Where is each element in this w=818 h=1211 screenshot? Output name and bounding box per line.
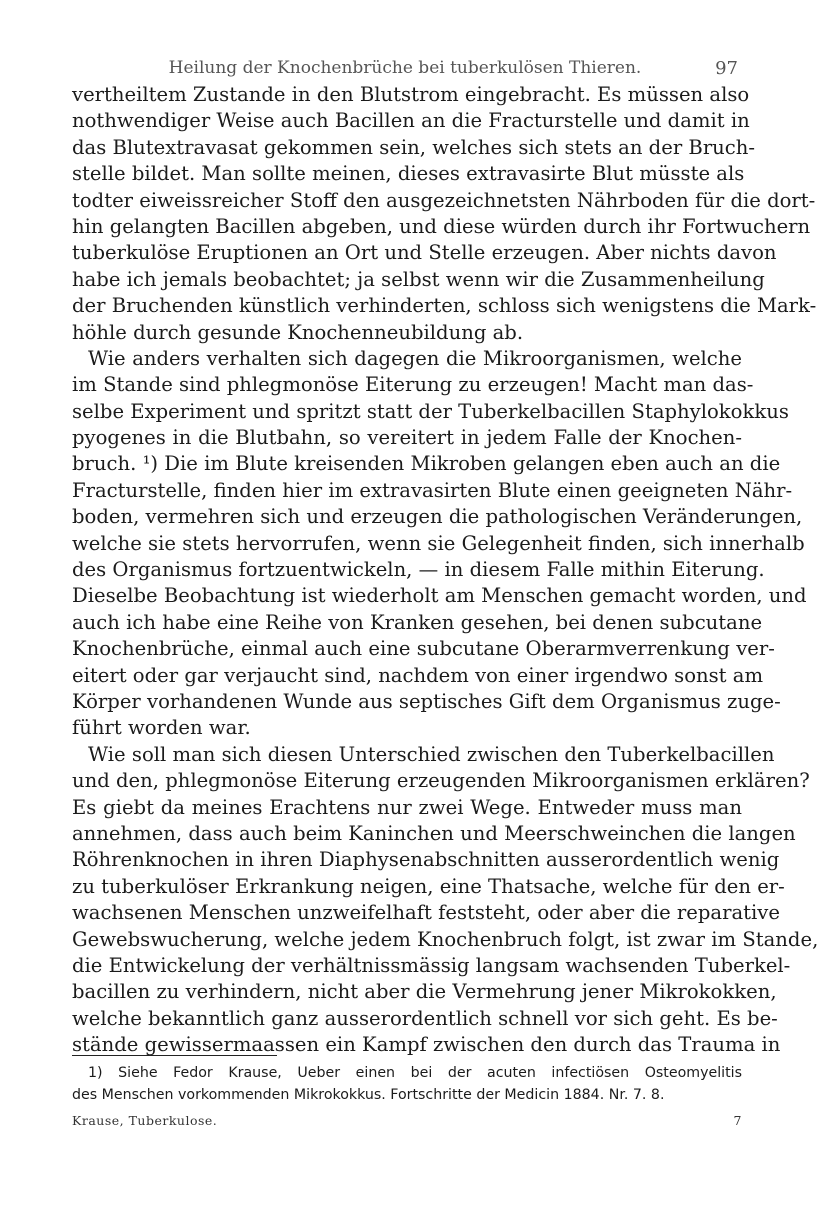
text-line: stelle bildet. Man sollte meinen, dieses extravasirte Blut müsste als — [72, 162, 745, 186]
text-line: bruch. ¹) Die im Blute kreisenden Mikroben gelangen eben auch an die — [72, 452, 781, 476]
text-line: todter eiweissreicher Stoff den ausgezeichnetsten Nährboden für die dort- — [72, 188, 816, 212]
text-line: das Blutextravasat gekommen sein, welches sich stets an der Bruch- — [72, 135, 756, 159]
text-line: Röhrenknochen in ihren Diaphysenabschnitten ausserordentlich wenig — [72, 848, 780, 872]
text-line: wachsenen Menschen unzweifelhaft feststeht, oder aber die reparative — [72, 901, 780, 925]
text-line: Gewebswucherung, welche jedem Knochenbruch folgt, ist zwar im Stande, — [72, 927, 818, 951]
text-line: habe ich jemals beobachtet; ja selbst wenn wir die Zusammenheilung — [72, 267, 765, 291]
footnote-line: 1) Siehe Fedor Krause, Ueber einen bei der acuten infectiösen Osteomyelitis — [88, 1065, 742, 1081]
page-number: 97 — [715, 58, 738, 79]
body-text — [72, 82, 818, 1058]
signature-label: Krause, Tuberkulose. — [72, 1113, 218, 1128]
text-line: stände gewissermaassen ein Kampf zwischen den durch das Trauma in — [72, 1033, 781, 1057]
text-line: tuberkulöse Eruptionen an Ort und Stelle erzeugen. Aber nichts davon — [72, 241, 777, 265]
text-line: annehmen, dass auch beim Kaninchen und Meerschweinchen die langen — [72, 821, 796, 845]
printer-signature — [72, 1113, 742, 1128]
footnote-line: des Menschen vorkommenden Mikrokokkus. Fortschritte der Medicin 1884. Nr. 7. 8. — [72, 1087, 665, 1103]
text-line: vertheiltem Zustande in den Blutstrom eingebracht. Es müssen also — [72, 83, 750, 106]
text-line: selbe Experiment und spritzt statt der Tuberkelbacillen Staphylokokkus — [72, 399, 789, 423]
text-line: Fracturstelle, finden hier im extravasirten Blute einen geeigneten Nähr- — [72, 478, 793, 502]
text-line: Knochenbrüche, einmal auch eine subcutane Oberarmverrenkung ver- — [72, 637, 775, 661]
text-line: eitert oder gar verjaucht sind, nachdem von einer irgendwo sonst am — [72, 663, 764, 687]
text-line: pyogenes in die Blutbahn, so vereitert in jedem Falle der Knochen- — [72, 426, 742, 450]
footnote-divider — [72, 1055, 277, 1056]
paragraph-start-line: Wie soll man sich diesen Unterschied zwischen den Tuberkelbacillen — [88, 742, 775, 766]
text-line: bacillen zu verhindern, nicht aber die Vermehrung jener Mikrokokken, — [72, 980, 777, 1004]
text-line: Es giebt da meines Erachtens nur zwei Wege. Entweder muss man — [72, 795, 742, 819]
text-line: höhle durch gesunde Knochenneubildung ab. — [72, 320, 524, 344]
text-line: die Entwickelung der verhältnissmässig langsam wachsenden Tuberkel- — [72, 953, 791, 977]
text-line: welche bekanntlich ganz ausserordentlich schnell vor sich geht. Es be- — [72, 1006, 778, 1030]
paragraph-start-line: Wie anders verhalten sich dagegen die Mikroorganismen, welche — [88, 346, 742, 370]
text-line: zu tuberkulöser Erkrankung neigen, eine Thatsache, welche für den er- — [72, 874, 785, 898]
text-line: hin gelangten Bacillen abgeben, und diese würden durch ihr Fortwuchern — [72, 214, 811, 238]
text-line: welche sie stets hervorrufen, wenn sie Gelegenheit finden, sich innerhalb — [72, 531, 805, 555]
text-line: auch ich habe eine Reihe von Kranken gesehen, bei denen subcutane — [72, 610, 763, 634]
text-line: des Organismus fortzuentwickeln, — in diesem Falle mithin Eiterung. — [72, 558, 765, 582]
signature-mark: 7 — [733, 1113, 742, 1128]
running-title: Heilung der Knochenbrüche bei tuberkulösen Thieren. — [168, 58, 642, 78]
text-line: führt worden war. — [72, 716, 251, 740]
text-line: boden, vermehren sich und erzeugen die pathologischen Veränderungen, — [72, 505, 803, 529]
text-line: im Stande sind phlegmonöse Eiterung zu erzeugen! Macht man das- — [72, 373, 754, 397]
running-header — [72, 58, 738, 78]
footnote — [72, 1062, 742, 1106]
text-line: nothwendiger Weise auch Bacillen an die Fracturstelle und damit in — [72, 109, 750, 133]
text-line: Körper vorhandenen Wunde aus septisches Gift dem Organismus zuge- — [72, 689, 781, 713]
text-line: der Bruchenden künstlich verhinderten, schloss sich wenigstens die Mark- — [72, 294, 817, 318]
text-line: und den, phlegmonöse Eiterung erzeugenden Mikroorganismen erklären? — [72, 769, 810, 793]
text-line: Dieselbe Beobachtung ist wiederholt am Menschen gemacht worden, und — [72, 584, 807, 608]
